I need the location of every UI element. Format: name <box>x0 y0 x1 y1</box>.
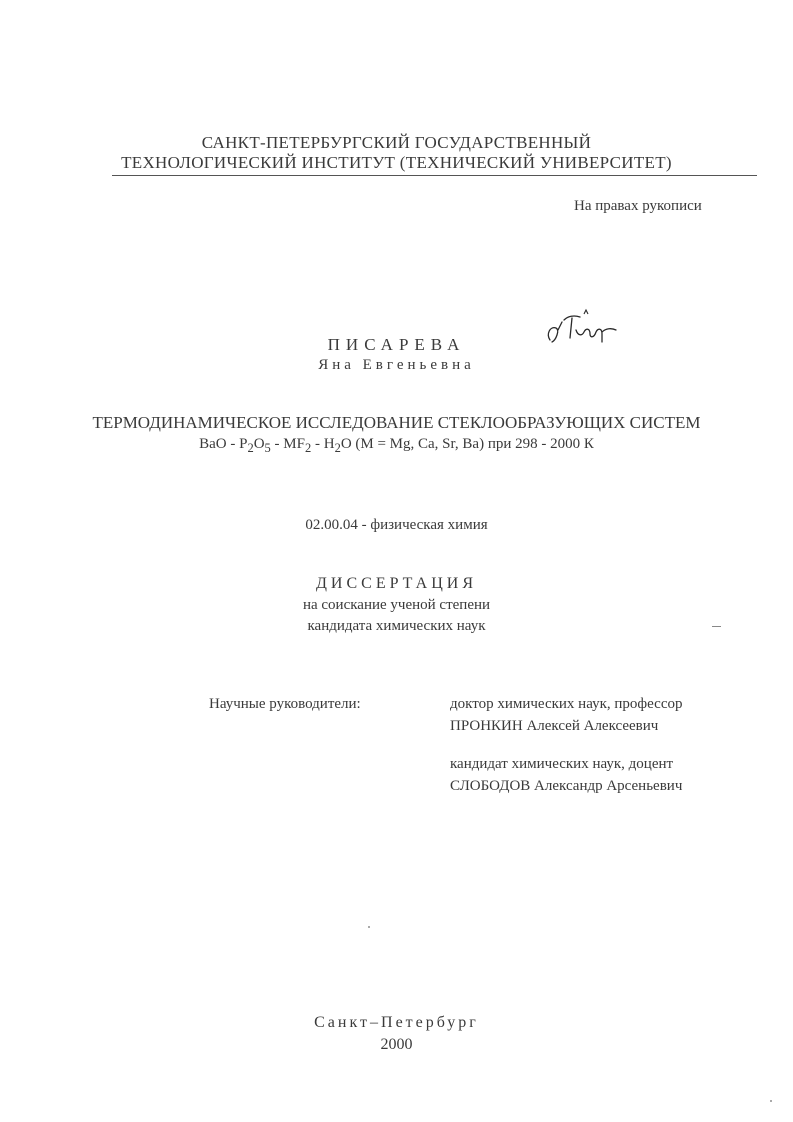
formula-subscript: 5 <box>264 441 271 455</box>
supervisor-1-title: доктор химических наук, профессор <box>450 696 683 712</box>
formula-subscript: 2 <box>334 441 341 455</box>
scan-speck <box>770 1100 772 1102</box>
supervisor-2-title: кандидат химических наук, доцент <box>450 756 674 772</box>
author-surname: ПИСАРЕВА <box>327 335 466 354</box>
degree-line-1: на соискание ученой степени <box>302 597 491 613</box>
place-of-publication: Санкт–Петербург <box>314 1014 479 1031</box>
scan-speck <box>368 926 370 928</box>
rights-note: На правах рукописи <box>574 198 702 214</box>
formula-part: BaO - P <box>199 436 248 452</box>
formula-part: O (M = Mg, Ca, Sr, Ba) при 298 - 2000 К <box>340 436 594 452</box>
supervisors-label: Научные руководители: <box>209 696 361 712</box>
publication-year: 2000 <box>380 1036 413 1053</box>
author-given-names: Яна Евгеньевна <box>318 357 475 373</box>
institution-line-2: ТЕХНОЛОГИЧЕСКИЙ ИНСТИТУТ (ТЕХНИЧЕСКИЙ УНИВЕРСИТЕТ) <box>121 153 672 172</box>
formula-part: - H <box>311 436 335 452</box>
specialty-code: 02.00.04 - физическая химия <box>305 517 488 533</box>
thesis-title: ТЕРМОДИНАМИЧЕСКОЕ ИССЛЕДОВАНИЕ СТЕКЛООБРАЗУЮЩИХ СИСТЕМ <box>92 413 701 432</box>
institution-line-1: САНКТ-ПЕТЕРБУРГСКИЙ ГОСУДАРСТВЕННЫЙ <box>201 133 592 152</box>
thesis-system-formula <box>0 436 793 456</box>
scan-mark <box>712 626 721 627</box>
formula-part: O <box>253 436 265 452</box>
handwritten-signature <box>544 306 620 350</box>
work-type-heading: ДИССЕРТАЦИЯ <box>316 575 477 592</box>
formula-subscript: 2 <box>247 441 254 455</box>
formula-part: - MF <box>270 436 305 452</box>
header-divider <box>112 175 757 176</box>
supervisor-2-name: СЛОБОДОВ Александр Арсеньевич <box>450 778 683 794</box>
supervisor-1-name: ПРОНКИН Алексей Алексеевич <box>450 718 659 734</box>
degree-line-2: кандидата химических наук <box>307 618 486 634</box>
formula-subscript: 2 <box>304 441 312 455</box>
